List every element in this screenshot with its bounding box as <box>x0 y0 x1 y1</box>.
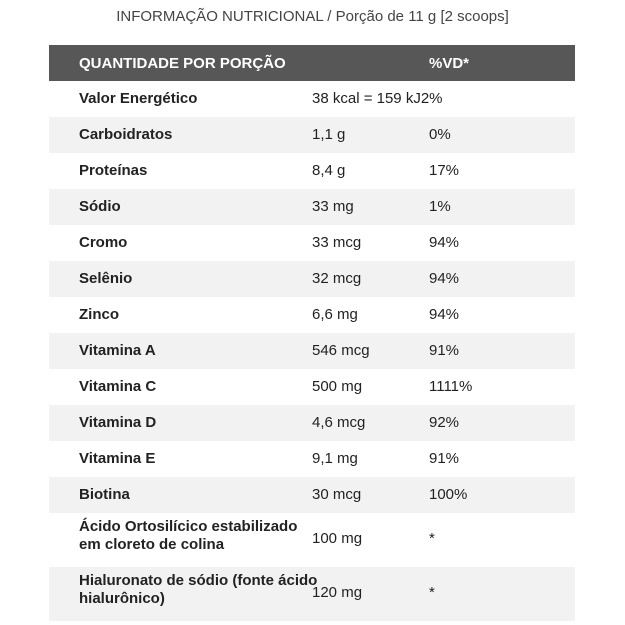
nutrient-name: Proteínas <box>79 162 148 179</box>
nutrient-vd: 100% <box>429 486 468 503</box>
nutrient-quantity: 500 mg <box>312 378 363 395</box>
nutrient-quantity: 32 mcg <box>312 270 362 287</box>
nutrient-name: Sódio <box>79 198 121 215</box>
nutrient-vd: 92% <box>429 414 460 431</box>
nutrient-name: Hialuronato de sódio (fonte ácido hialurônico) <box>79 572 318 607</box>
nutrient-name: Ácido Ortosilícico estabilizado em cloreto de colina <box>79 518 298 553</box>
nutrient-quantity: 33 mcg <box>312 234 362 251</box>
nutrient-quantity: 9,1 mg <box>312 450 358 467</box>
nutrient-name: Vitamina E <box>79 450 156 467</box>
nutrient-name: Biotina <box>79 486 130 503</box>
table-row <box>49 441 575 477</box>
header-quantity: QUANTIDADE POR PORÇÃO <box>79 55 286 72</box>
nutrient-name: Valor Energético <box>79 90 198 107</box>
nutrient-vd: * <box>429 530 435 547</box>
table-row <box>49 297 575 333</box>
nutrient-vd: 1111% <box>429 378 473 395</box>
nutrient-vd: 91% <box>429 450 460 467</box>
nutrient-quantity: 6,6 mg <box>312 306 358 323</box>
nutrient-quantity: 4,6 mcg <box>312 414 366 431</box>
nutrient-quantity: 30 mcg <box>312 486 362 503</box>
nutrient-name: Carboidratos <box>79 126 173 143</box>
nutrient-vd: 0% <box>429 126 451 143</box>
nutrient-vd: * <box>429 584 435 601</box>
table-row <box>49 477 575 513</box>
table-row <box>49 369 575 405</box>
table-row <box>49 225 575 261</box>
table-row <box>49 567 575 621</box>
nutrient-vd: 17% <box>429 162 460 179</box>
table-row <box>49 153 575 189</box>
table-row <box>49 117 575 153</box>
nutrient-vd: 94% <box>429 234 460 251</box>
table-row <box>49 81 575 117</box>
nutrient-quantity: 546 mcg <box>312 342 370 359</box>
nutrient-name: Zinco <box>79 306 119 323</box>
nutrient-name: Vitamina D <box>79 414 157 431</box>
table-row <box>49 405 575 441</box>
table-header <box>49 45 575 81</box>
table-row <box>49 189 575 225</box>
nutrient-name: Cromo <box>79 234 128 251</box>
nutrient-quantity: 1,1 g <box>312 126 346 143</box>
nutrient-name: Vitamina A <box>79 342 156 359</box>
nutrient-vd: 94% <box>429 306 460 323</box>
header-vd: %VD* <box>429 55 470 72</box>
nutrient-vd: 94% <box>429 270 460 287</box>
table-row <box>49 513 575 567</box>
nutrient-name: Selênio <box>79 270 133 287</box>
table-row <box>49 333 575 369</box>
nutrient-vd: 1% <box>429 198 451 215</box>
nutrient-name: Vitamina C <box>79 378 157 395</box>
table-row <box>49 261 575 297</box>
nutrient-quantity: 8,4 g <box>312 162 346 179</box>
nutrient-vd: 91% <box>429 342 460 359</box>
nutrient-quantity: 100 mg <box>312 530 363 547</box>
table-title: INFORMAÇÃO NUTRICIONAL / Porção de 11 g [2 scoops] <box>116 8 509 25</box>
nutrition-table <box>49 45 575 621</box>
nutrient-quantity: 33 mg <box>312 198 354 215</box>
nutrient-quantity: 120 mg <box>312 584 363 601</box>
nutrient-quantity: 38 kcal = 159 kJ2% <box>312 90 443 107</box>
